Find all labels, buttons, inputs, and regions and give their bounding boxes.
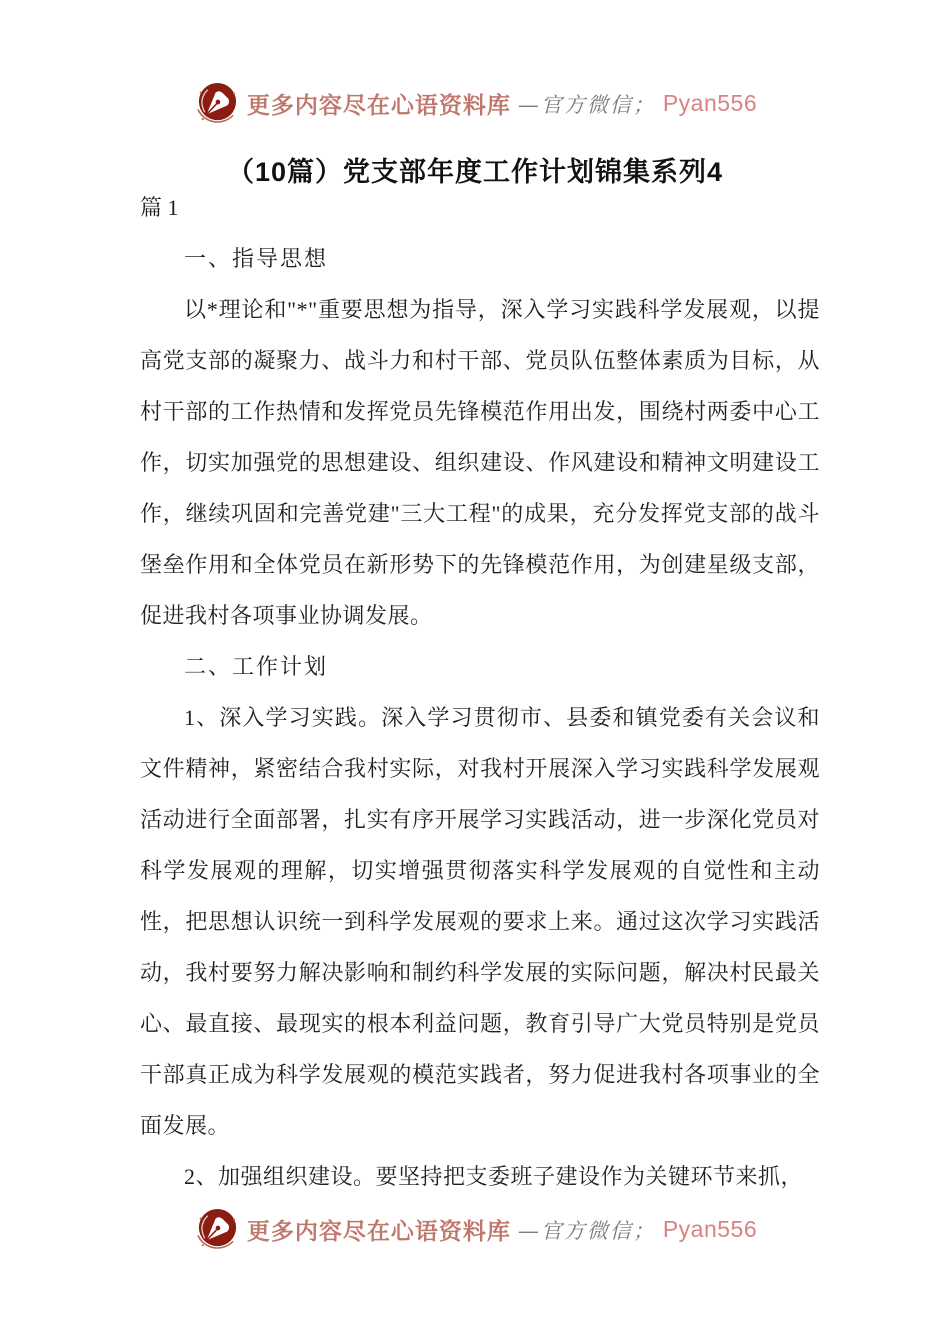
promo-wechat-id: Pyan556	[662, 90, 758, 116]
promo-brand-text: 更多内容尽在心语资料库	[246, 1219, 511, 1244]
document-title: （10篇）党支部年度工作计划锦集系列4	[226, 157, 724, 187]
section-heading-1: 一、指导思想	[184, 246, 329, 271]
part-label: 篇 1	[140, 195, 179, 220]
pen-nib-seal-logo-icon	[193, 1206, 240, 1253]
promo-wechat-label: —官方微信；	[517, 92, 656, 117]
document-body	[140, 182, 820, 1202]
footer-promo-banner	[0, 1206, 950, 1253]
paragraph-guiding-ideology: 以*理论和"*"重要思想为指导，深入学习实践科学发展观，以提高党支部的凝聚力、战斗力和村干部、党员队伍整体素质为目标，从村干部的工作热情和发挥党员先锋模范作用出发，围绕村两委中心工作，切实加强党的思想建设、组织建设、作风建设和精神文明建设工作，继续巩固和完善党建"三大工程"的成果，充分发挥党支部的战斗堡垒作用和全体党员在新形势下的先锋模范作用，为创建星级支部，促进我村各项事业协调发展。	[140, 297, 820, 628]
promo-wechat-label: —官方微信；	[517, 1218, 656, 1243]
paragraph-work-plan-item-2: 2、加强组织建设。要坚持把支委班子建设作为关键环节来抓，	[184, 1164, 804, 1189]
pen-nib-seal-logo-icon	[193, 80, 240, 127]
promo-brand-text: 更多内容尽在心语资料库	[246, 93, 511, 118]
paragraph-work-plan-item-1: 1、深入学习实践。深入学习贯彻市、县委和镇党委有关会议和文件精神，紧密结合我村实际，对我村开展深入学习实践科学发展观活动进行全面部署，扎实有序开展学习实践活动，进一步深化党员对科学发展观的理解，切实增强贯彻落实科学发展观的自觉性和主动性，把思想认识统一到科学发展观的要求上来。通过这次学习实践活动，我村要努力解决影响和制约科学发展的实际问题，解决村民最关心、最直接、最现实的根本利益问题，教育引导广大党员特别是党员干部真正成为科学发展观的模范实践者，努力促进我村各项事业的全面发展。	[140, 705, 820, 1138]
section-heading-2: 二、工作计划	[184, 654, 329, 679]
promo-wechat-id: Pyan556	[662, 1216, 758, 1242]
header-promo-banner	[0, 80, 950, 127]
